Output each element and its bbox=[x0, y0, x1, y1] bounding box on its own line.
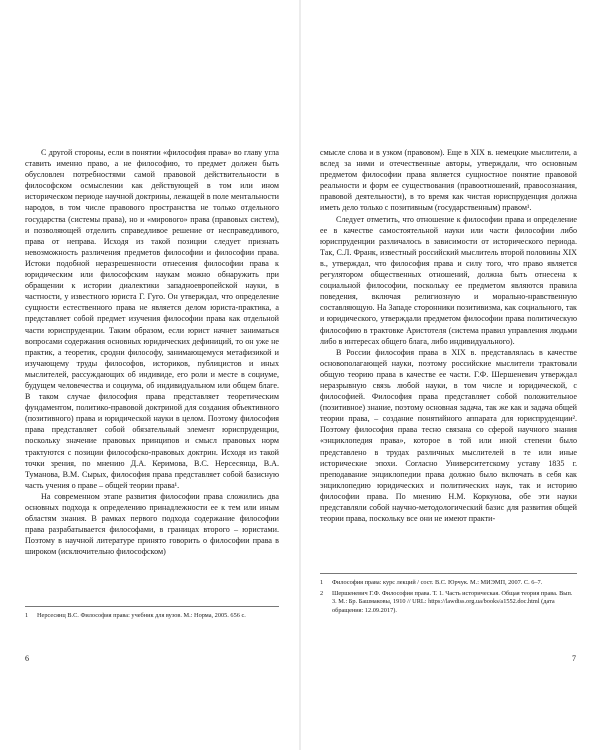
footnote-number: 1 bbox=[25, 612, 29, 619]
footnote-text: Философия права: курс лекций / сост. В.С. Юрчук. М.: МИЭМП, 2007. С. 6–7. bbox=[332, 579, 543, 586]
left-page-footnotes bbox=[25, 606, 279, 623]
paragraph: В России философия права в XIX в. представлялась в качестве основополагающей науки, поэтому российские мыслители трактовали общую теорию права в качестве ее части. Г.Ф. Шершеневич утверждал неразрывную связь любой науки, в том числе и юридической, с философией. Философия права представляет собой положительное (позитивное) знание, поэтому основная задача, так же как и задача общей теории права, – создание понятийного аппарата для юриспруденции². Поэтому философия права тесно связана со сферой научного знания «энциклопедия права», которое в той или иной степени было представлено в трудах различных мыслителей в те или иные исторические эпохи. Согласно Университетскому уставу 1835 г. преподавание энциклопедии права должно было включать в себя как энциклопедию юридических и политических наук, так и историю философии права. По мнению Н.М. Коркунова, обе эти науки представляли собой научно-методологический базис для развития общей теории права, поскольку все они не имеют практи- bbox=[320, 347, 577, 524]
footnote bbox=[320, 590, 577, 615]
footnote-number: 1 bbox=[320, 579, 324, 586]
right-page bbox=[300, 0, 600, 750]
footnote-number: 2 bbox=[320, 590, 324, 598]
paragraph: Следует отметить, что отношение к философии права и определение ее в качестве самостоятельной науки или части философии либо юриспруденции различалось в зависимости от исторического периода. Так, С.Л. Франк, известный российский мыслитель второй половины XIX в., утверждал, что философия права и силу того, что право является регулятором общественных отношений, должна быть отнесена к социальной философии, поскольку ее предметом являются правила поведения, включая религиозную и морально-нравственную составляющую. На Западе сторонники позитивизма, как социального, так и юридического, утверждали предметом философии права политическую философию в трактовке Аристотеля (система правил управления людьми либо в интересах общего блага, либо индивидуального). bbox=[320, 214, 577, 346]
paragraph: смысле слова и в узком (правовом). Еще в XIX в. немецкие мыслители, а вслед за ними и отечественные авторы, утверждали, что основным предметом философии права является сущностное понятие правовой реальности и форм ее существования (правоотношений, правосознания, правовой деятельности), в то время как чистая юриспруденция должна иметь дело только с позитивным (государственным) правом¹. bbox=[320, 148, 577, 213]
paragraph: На современном этапе развития философии права сложились два основных подхода к определению принадлежности ее к тем или иным областям знания. В рамках первого подхода содержание философии права разрабатывается философами, в границах второго – юристами. Поэтому в научной литературе принято говорить о философии права в широком (исключительно философском) bbox=[25, 491, 279, 557]
footnote-text: Нерсесянц В.С. Философия права: учебник для вузов. М.: Норма, 2005. 656 с. bbox=[37, 612, 246, 619]
right-page-footnotes bbox=[320, 573, 577, 618]
paragraph: С другой стороны, если в понятии «философия права» во главу угла ставить именно право, а не философию, то предмет должен быть обусловлен потребностями самой правовой действительности в философском осмыслении как действующей в том или ином историческом периоде научной доктрины, лежащей в поле ментальности народов, в том числе правового пространства не только отдельного государства (системы права), но и «мирового» права (правовых систем), и позволяющей отделить справедливое решение от несправедливого, права от неправа. Исходя из такой позиции следует признать невозможность различения предметов философии и философии права. Истоки подобной неразрешенности отнесения философии права к юридическим или философским наукам можно обнаружить при обращении к истории диалектики западноевропейской науки, в частности, у известного юриста Г. Гуго. Он утверждал, что определение сущности естественного права не является делом юриста-практика, а представляет собой предмет изучения философии права как отдельной части юриспруденции. Таким образом, если юрист начнет заниматься вопросами содержания основных юридических дефиниций, то он уже не практик, а теоретик, сродни философу, занимающемуся метафизикой и изучающему труды философов, историков, публицистов и иных мыслителей, рассуждающих об индивиде, его роли и месте в социуме, будущем человечества и социума, об индивидуальном или общем благе. В таком случае философия права представляет теоретическим фундаментом, политико-правовой доктриной для создания объективного (позитивного) права и юридической науки в целом. Поэтому философия права представляет собой обязательный элемент юриспруденции, поскольку значение правовых принципов и смысл правовых норм трактуются с позиции философско-правовых доктрин. Исходя из такой точки зрения, по мнению Д.А. Керимова, В.С. Нерсесянца, В.А. Туманова, В.М. Сырых, философия права представляет собой базисную часть учения о праве – общей теории права¹. bbox=[25, 148, 279, 490]
left-page-body bbox=[25, 147, 279, 557]
right-page-body bbox=[320, 147, 577, 524]
page-number: 7 bbox=[572, 654, 576, 663]
page-number: 6 bbox=[25, 654, 29, 663]
footnote bbox=[320, 579, 577, 587]
footnote bbox=[25, 612, 279, 620]
footnote-text: Шершеневич Г.Ф. Философия права. Т. 1. Часть историческая. Общая теория права. Вып. 3. М.: Бр. Башмаковы, 1910 // URL: https://lawdiss.org.ua/books/a1552.doc.html (дата обращения: 12.09.2017). bbox=[332, 590, 573, 614]
